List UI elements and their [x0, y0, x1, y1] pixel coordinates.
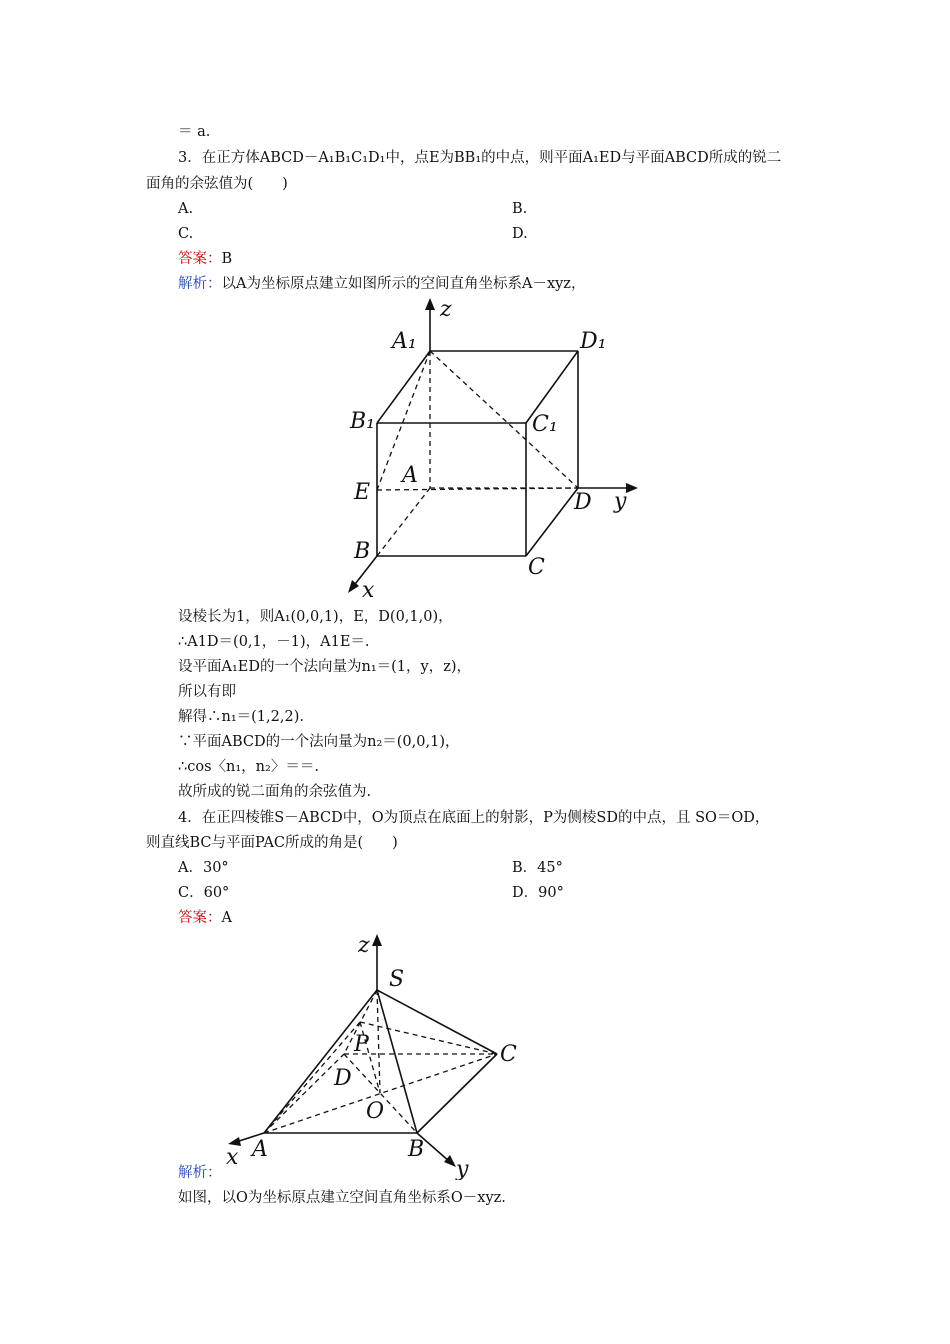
q4-option-d: D．90°	[512, 885, 564, 901]
q4-explanation-text: 如图，以O为坐标原点建立空间直角坐标系O－xyz.	[178, 1190, 506, 1206]
q3-option-d: D.	[512, 226, 528, 242]
question-4-line-1: 4．在正四棱锥S－ABCD中，O为顶点在底面上的射影，P为侧棱SD的中点，且 SO＝OD，	[178, 810, 770, 826]
label-o: O	[366, 1099, 385, 1124]
label-d: D	[334, 1066, 352, 1091]
y-arrowhead	[626, 483, 638, 493]
label-a: A	[402, 463, 418, 488]
label-d1: D₁	[580, 329, 607, 354]
q4-explanation-label	[178, 1163, 222, 1183]
label-y: y	[614, 489, 627, 514]
question-3-line-2: 面角的余弦值为( )	[146, 176, 288, 192]
q4-answer	[178, 908, 232, 928]
answer-label: 答案：	[178, 910, 222, 926]
answer-value: B	[221, 251, 233, 267]
label-y: y	[456, 1157, 469, 1180]
answer-value: A	[221, 910, 232, 926]
edge-a1-b1	[377, 351, 430, 423]
hidden-edge-a-b	[377, 488, 430, 556]
explanation-label: 解析：	[178, 276, 222, 292]
q4-option-c: C．60°	[178, 885, 230, 901]
solution-step-1: 设棱长为1，则A₁(0,0,1)，E，D(0,1,0)，	[178, 609, 453, 625]
label-z: z	[358, 933, 370, 958]
q3-answer	[178, 249, 232, 269]
q4-option-b: B．45°	[512, 860, 563, 876]
q4-option-a: A．30°	[178, 860, 229, 876]
label-a1: A₁	[392, 329, 417, 354]
segment-p-c	[360, 1022, 497, 1054]
label-p: P	[354, 1032, 369, 1057]
explanation-label: 解析：	[178, 1165, 222, 1181]
solution-step-2: ∴A1D＝(0,1，－1)，A1E＝.	[178, 634, 370, 650]
text-line-continuation: ＝ a.	[178, 124, 211, 140]
label-a: A	[252, 1137, 268, 1162]
edge-b-c	[417, 1054, 497, 1133]
q3-option-c: C.	[178, 226, 194, 242]
solution-step-4: 所以有即	[178, 684, 236, 700]
solution-step-8: 故所成的锐二面角的余弦值为.	[178, 784, 372, 800]
solution-step-6: ∵平面ABCD的一个法向量为n₂＝(0,0,1)，	[178, 734, 460, 750]
z-arrowhead	[372, 934, 382, 946]
label-b: B	[354, 539, 371, 564]
label-e: E	[354, 480, 371, 505]
label-z: z	[440, 297, 452, 322]
q3-option-b: B.	[512, 201, 528, 217]
label-d: D	[574, 490, 592, 515]
height-s-o	[377, 990, 380, 1093]
label-s: S	[389, 967, 405, 992]
edge-a-d	[264, 1054, 344, 1133]
z-arrowhead	[425, 298, 435, 310]
edge-s-c	[377, 990, 497, 1054]
label-b: B	[408, 1137, 425, 1162]
edge-c-d	[526, 488, 578, 556]
edge-s-a	[264, 990, 377, 1133]
explanation-text: 以A为坐标原点建立如图所示的空间直角坐标系A－xyz，	[221, 276, 586, 292]
q3-option-a: A.	[178, 201, 194, 217]
label-b1: B₁	[350, 409, 375, 434]
solution-step-3: 设平面A₁ED的一个法向量为n₁＝(1，y，z)，	[178, 659, 472, 675]
label-c1: C₁	[532, 412, 558, 437]
question-3-line-1: 3．在正方体ABCD－A₁B₁C₁D₁中，点E为BB₁的中点，则平面A₁ED与平面ABCD所成的锐二	[178, 150, 782, 166]
answer-label: 答案：	[178, 251, 222, 267]
question-4-line-2: 则直线BC与平面PAC所成的角是( )	[146, 835, 398, 851]
label-x: x	[226, 1145, 239, 1170]
label-x: x	[362, 578, 375, 603]
label-c: C	[500, 1042, 517, 1067]
solution-step-7: ∴cos〈n₁，n₂〉＝＝.	[178, 759, 319, 775]
y-arrowhead	[444, 1155, 456, 1167]
pyramid-figure	[222, 930, 522, 1180]
cube-figure	[340, 296, 640, 606]
solution-step-5: 解得∴n₁＝(1,2,2).	[178, 709, 304, 725]
label-c: C	[528, 555, 545, 580]
q3-explanation	[178, 274, 585, 294]
